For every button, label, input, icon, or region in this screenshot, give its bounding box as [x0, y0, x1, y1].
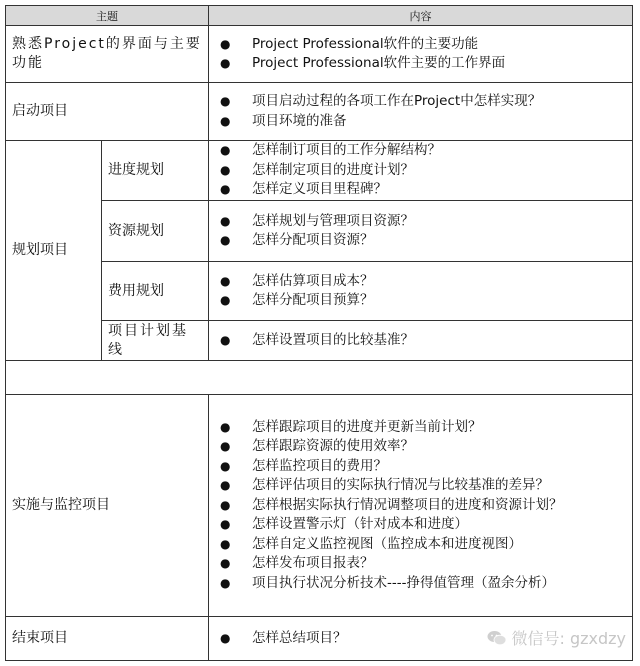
bullet-icon: ●: [220, 36, 231, 51]
content-cell: [209, 26, 633, 83]
bullet-icon: ●: [220, 458, 231, 473]
list-item: ● 怎样跟踪项目的进度并更新当前计划？: [209, 418, 632, 438]
bullet-icon: ●: [220, 94, 231, 108]
subtopic-cell: [102, 201, 209, 262]
bullet-list: [209, 92, 632, 131]
watermark: [487, 626, 626, 649]
bullet-icon: ●: [220, 478, 231, 493]
content-cell: [209, 262, 633, 321]
content-cell: [209, 395, 633, 617]
bullet-icon: ●: [220, 517, 231, 532]
table-row: [6, 83, 633, 141]
list-item: ● Project Professional软件主要的工作界面: [209, 54, 632, 74]
bullet-icon: ●: [220, 293, 231, 307]
content-cell: [209, 83, 633, 141]
bullet-icon: ●: [220, 213, 231, 228]
list-item: ● 怎样评估项目的实际执行情况与比较基准的差异？: [209, 476, 632, 496]
table-row: [6, 26, 633, 83]
empty-row: [6, 361, 633, 395]
header-row: [6, 6, 633, 26]
bullet-icon: ●: [220, 630, 231, 645]
bullet-icon: ●: [220, 575, 231, 590]
subtopic-cell: [102, 321, 209, 361]
list-item: ● 怎样监控项目的费用？: [209, 457, 632, 477]
bullet-icon: ●: [220, 143, 231, 158]
table-row: [6, 141, 633, 201]
bullet-icon: ●: [220, 419, 231, 434]
topic-cell: [6, 26, 209, 83]
content-cell: [209, 201, 633, 262]
bullet-list: [209, 212, 632, 251]
bullet-list: [209, 35, 632, 74]
bullet-list: [209, 272, 632, 311]
list-item: ● 怎样规划与管理项目资源？: [209, 212, 632, 232]
course-outline-table: [5, 5, 633, 661]
topic-close-project: 结束项目: [12, 630, 68, 646]
list-item: ● 项目环境的准备: [209, 112, 632, 132]
list-item: ● 怎样估算项目成本？: [209, 272, 632, 292]
list-item: ● 怎样分配项目资源？: [209, 231, 632, 251]
topic-cell: [6, 617, 209, 661]
list-item: ● 项目执行状况分析技术----挣得值管理（盈余分析）: [209, 574, 632, 594]
list-item: ● 怎样设置项目的比较基准？: [209, 331, 632, 351]
bullet-icon: ●: [220, 439, 231, 454]
subtopic-baseline: 项目计划基线: [108, 322, 188, 358]
bullet-list: [209, 141, 632, 200]
empty-cell: [6, 361, 633, 395]
subtopic-cell: [102, 141, 209, 201]
bullet-icon: ●: [220, 332, 231, 347]
list-item: ● 怎样设置警示灯（针对成本和进度）: [209, 515, 632, 535]
list-item: ● 怎样跟踪资源的使用效率？: [209, 437, 632, 457]
content-cell: [209, 141, 633, 201]
list-item: ● 怎样制定项目的进度计划？: [209, 161, 632, 181]
topic-cell: [6, 141, 102, 361]
bullet-list: [209, 418, 632, 594]
bullet-list: [209, 331, 632, 351]
bullet-icon: ●: [220, 556, 231, 571]
wechat-icon: [487, 630, 507, 646]
subtopic-resource: 资源规划: [108, 222, 164, 239]
bullet-icon: ●: [220, 273, 231, 288]
subtopic-schedule: 进度规划: [108, 162, 164, 178]
list-item: ● 怎样总结项目？: [209, 629, 632, 649]
topic-familiar-ui: 熟悉Project的界面与主要功能: [12, 36, 202, 71]
bullet-icon: ●: [220, 162, 231, 177]
bullet-icon: ●: [220, 56, 231, 70]
table-row: [6, 395, 633, 617]
list-item: ● 怎样定义项目里程碑？: [209, 180, 632, 200]
bullet-icon: ●: [220, 182, 231, 197]
list-item: ● 怎样自定义监控视图（监控成本和进度视图）: [209, 535, 632, 555]
bullet-icon: ●: [220, 536, 231, 551]
list-item: ● 怎样分配项目预算？: [209, 291, 632, 311]
topic-cell: [6, 395, 209, 617]
list-item: ● 项目启动过程的各项工作在Project中怎样实现？: [209, 92, 632, 112]
topic-execute-monitor: 实施与监控项目: [12, 497, 110, 513]
content-cell: [209, 321, 633, 361]
topic-start-project: 启动项目: [12, 103, 68, 119]
list-item: ● 怎样制订项目的工作分解结构？: [209, 141, 632, 161]
topic-cell: [6, 83, 209, 141]
bullet-icon: ●: [220, 233, 231, 247]
watermark-text: 微信号: gzxdzy: [511, 629, 626, 648]
list-item: ● Project Professional软件的主要功能: [209, 35, 632, 55]
subtopic-cell: [102, 262, 209, 321]
header-topic: 主题: [6, 6, 209, 26]
subtopic-cost: 费用规划: [108, 282, 164, 299]
header-content: 内容: [209, 6, 633, 26]
bullet-icon: ●: [220, 497, 231, 512]
list-item: ● 怎样根据实际执行情况调整项目的进度和资源计划？: [209, 496, 632, 516]
bullet-icon: ●: [220, 113, 231, 128]
topic-plan-project: 规划项目: [12, 242, 68, 258]
list-item: ● 怎样发布项目报表？: [209, 554, 632, 574]
